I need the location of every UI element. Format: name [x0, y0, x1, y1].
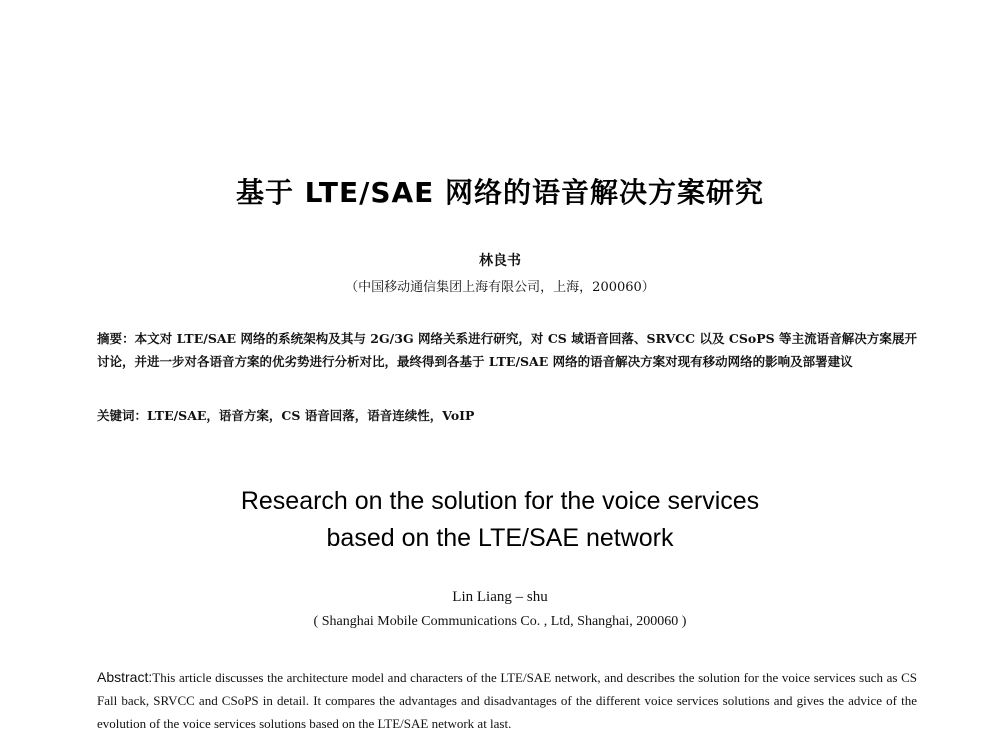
english-abstract-text: This article discusses the architecture model and characters of the LTE/SAE network, and describes the solution for the voice services such as CS Fall back, SRVCC and CSoPS in detail. It compares the advantages and disadvantages of the different voice services solutions and gives the advice of the evolution of the voice services solutions based on the LTE/SAE network at last.: [97, 670, 917, 731]
chinese-author: 林良书: [479, 253, 521, 269]
english-author: Lin Liang – shu: [452, 589, 548, 605]
english-title-line-1: Research on the solution for the voice services: [240, 487, 760, 515]
english-abstract-label: Abstract:: [97, 669, 153, 685]
english-abstract: [97, 666, 917, 735]
chinese-title: 基于 LTE/SAE 网络的语音解决方案研究: [235, 176, 765, 209]
chinese-keywords-text: LTE/SAE，语音方案，CS 语音回落，语音连续性，VoIP: [147, 408, 475, 423]
english-affiliation: ( Shanghai Mobile Communications Co. , Ltd, Shanghai, 200060 ): [313, 614, 687, 629]
chinese-affiliation: （中国移动通信集团上海有限公司，上海，200060）: [345, 280, 655, 295]
chinese-abstract-label: 摘要：: [97, 331, 135, 346]
chinese-keywords: [97, 405, 917, 427]
chinese-keywords-label: 关键词：: [97, 408, 148, 423]
english-title: [0, 483, 1000, 557]
english-title-line-2: based on the LTE/SAE network: [326, 524, 674, 552]
chinese-abstract: [97, 327, 917, 373]
chinese-abstract-text: 本文对 LTE/SAE 网络的系统架构及其与 2G/3G 网络关系进行研究，对 CS 域语音回落、SRVCC 以及 CSoPS 等主流语音解决方案展开讨论，并进一步对各语音方案的优劣势进行分析对比，最终得到各基于 LTE/SAE 网络的语音解决方案对现有移动网络的影响及部署建议: [97, 331, 917, 369]
